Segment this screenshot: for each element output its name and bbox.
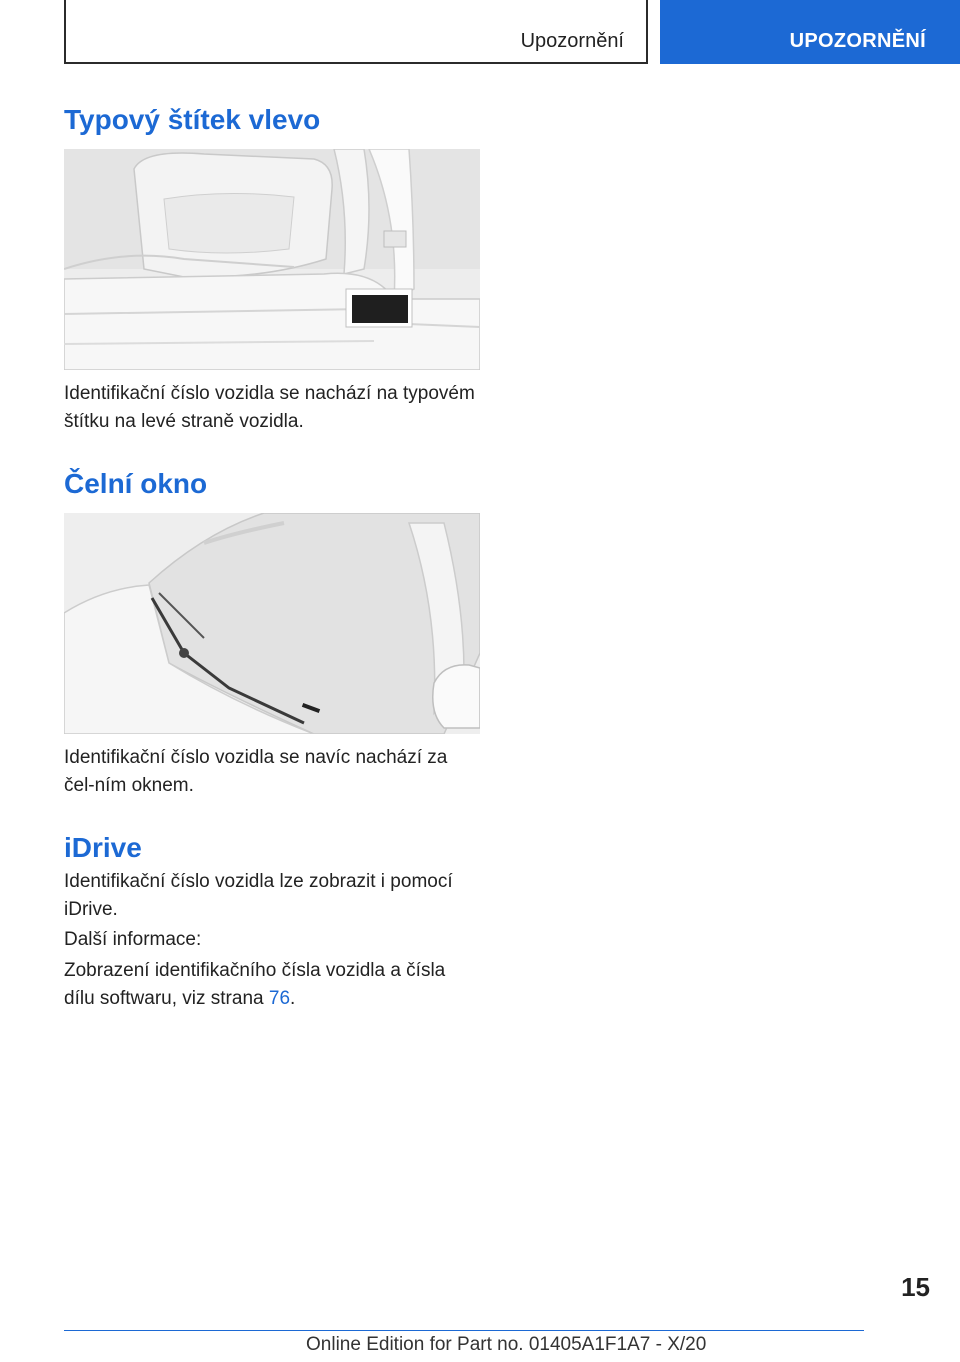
section-title-idrive: iDrive [64,832,142,863]
header-chapter-tab[interactable] [660,0,960,64]
windshield-illustration [64,513,480,734]
footer-edition-text: Online Edition for Part no. 01405A1F1A7 - X/20 [306,1334,707,1355]
door-sill-type-plate-illustration [64,149,480,370]
section-title-windshield: Čelní okno [64,468,208,499]
header-section-title: Upozornění [520,30,624,52]
paragraph-reference [64,957,480,1013]
header-chapter-label: UPOZORNĚNÍ [789,30,926,52]
paragraph-idrive: Identifikační číslo vozidla lze zobrazit i pomocí iDrive. [64,871,453,920]
header-section-box [64,0,648,64]
footer-divider [64,1330,864,1331]
page-link-76[interactable]: 76 [268,988,291,1009]
paragraph-more-info: Další informace: [64,929,202,950]
reference-text: Zobrazení identifikačního čísla vozidla a čísla dílu softwaru, viz strana [64,960,446,1009]
page-number: 15 [901,1272,930,1302]
paragraph-type-plate: Identifikační číslo vozidla se nachází na typovém štítku na levé straně vozidla. [64,383,475,432]
reference-suffix: . [290,988,296,1009]
section-title-type-plate: Typový štítek vlevo [64,104,321,135]
paragraph-windshield: Identifikační číslo vozidla se navíc nachází za čel-ním oknem. [64,747,448,796]
